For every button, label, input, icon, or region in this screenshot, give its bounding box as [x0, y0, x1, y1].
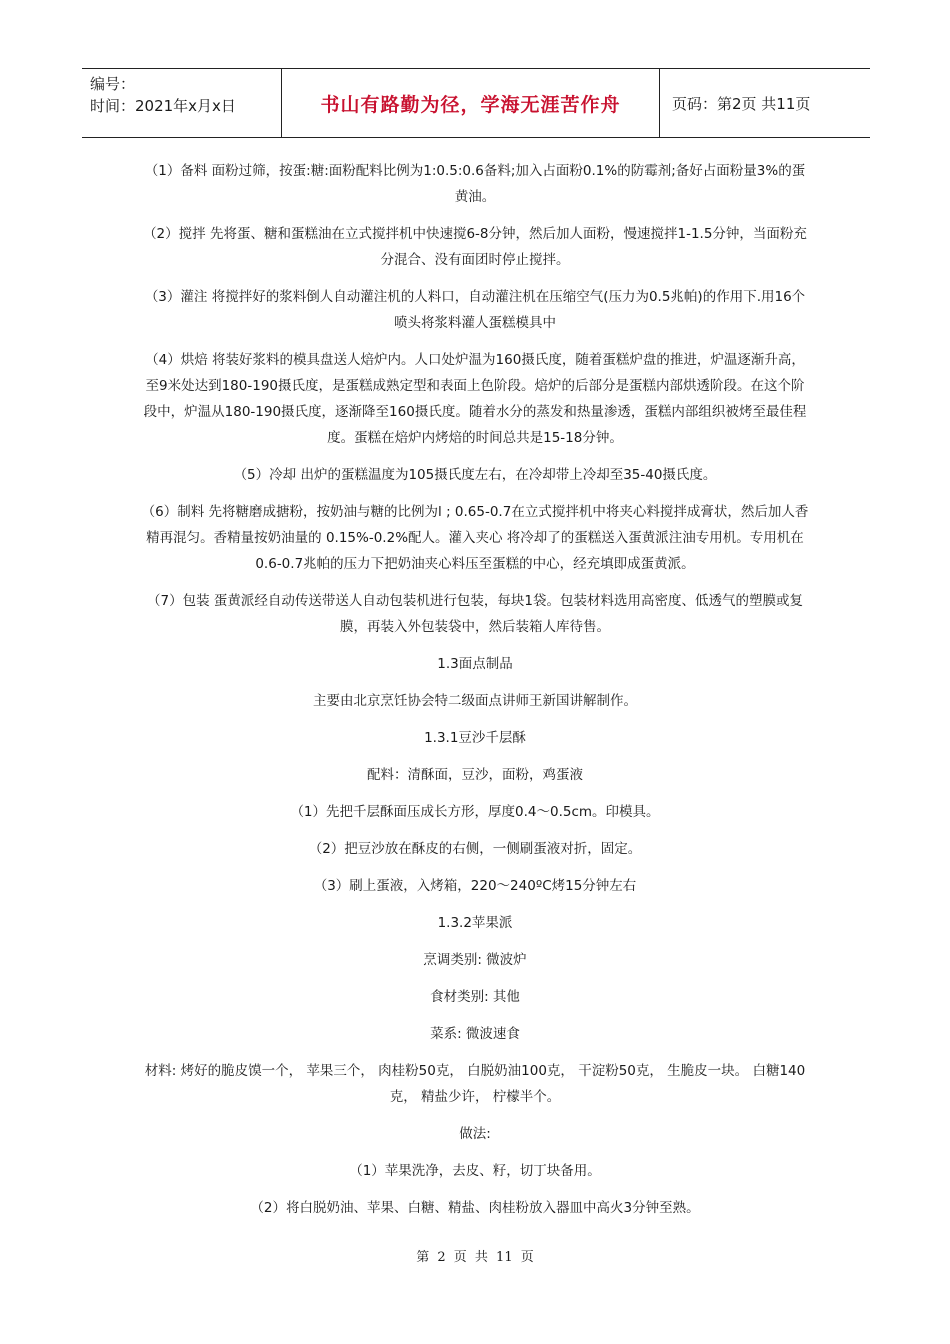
paragraph: （5）冷却 出炉的蛋糕温度为105摄氏度左右，在冷却带上冷却至35-40摄氏度。	[233, 467, 717, 483]
paragraph: （1）先把千层酥面压成长方形，厚度0.4～0.5cm。印模具。	[290, 804, 660, 820]
paragraph: （2）把豆沙放在酥皮的右侧，一侧刷蛋液对折，固定。	[308, 841, 642, 857]
header-page-label: 页码：第2页 共11页	[672, 94, 811, 113]
paragraph: （1）备料 面粉过筛，按蛋:糖:面粉配料比例为1:0.5:0.6备料;加入占面粉0.1%的防霉剂;备好占面粉量3%的蛋黄油。	[144, 163, 806, 205]
paragraph: 菜系: 微波速食	[430, 1026, 520, 1042]
paragraph: 做法:	[459, 1126, 491, 1142]
paragraph: （4）烘焙 将装好浆料的模具盘送人焙炉内。人口处炉温为160摄氏度，随着蛋糕炉盘的推进，炉温逐渐升高，至9米处达到180-190摄氏度，是蛋糕成熟定型和表面上色阶段。焙炉的后部分是蛋糕内部烘透阶段。在这个阶段中，炉温从180-190摄氏度，逐渐降至160摄氏度。随着水分的蒸发和热量渗透，蛋糕内部组织被烤至最佳程度。蛋糕在焙炉内烤焙的时间总共是15-18分钟。	[143, 352, 807, 446]
paragraph: （2）搅拌 先将蛋、糖和蛋糕油在立式搅拌机中快速搅6-8分钟，然后加人面粉，慢速搅拌1-1.5分钟，当面粉充分混合、没有面团时停止搅拌。	[143, 226, 807, 268]
subsection-heading: 1.3.2苹果派	[437, 915, 513, 931]
paragraph: （1）苹果洗净，去皮、籽，切丁块备用。	[349, 1163, 601, 1179]
header-meta-cell	[82, 69, 282, 137]
paragraph: 主要由北京烹饪协会特二级面点讲师王新国讲解制作。	[313, 693, 637, 709]
subsection-heading: 1.3.1豆沙千层酥	[424, 730, 526, 746]
document-header	[82, 68, 870, 138]
paragraph: 烹调类别: 微波炉	[423, 952, 527, 968]
paragraph: （7）包装 蛋黄派经自动传送带送人自动包装机进行包装，每块1袋。包装材料选用高密度、低透气的塑膜或复膜，再装入外包装袋中，然后装箱人库待售。	[147, 593, 803, 635]
number-label: 编号：	[90, 75, 136, 93]
paragraph: 配料：清酥面，豆沙，面粉，鸡蛋液	[367, 767, 583, 783]
page-footer: 第 2 页 共 11 页	[416, 1250, 534, 1265]
paragraph: （3）刷上蛋液，入烤箱，220～240ºC烤15分钟左右	[313, 878, 637, 894]
paragraph: （6）制料 先将糖磨成搪粉，按奶油与糖的比例为l ; 0.65-0.7在立式搅拌机中将夹心料搅拌成膏状，然后加人香精再混匀。香精量按奶油量的 0.15%-0.2%配人。灌入夹心 将冷却了的蛋糕送入蛋黄派注油专用机。专用机在0.6-0.7兆帕的压力下把奶油夹心料压至蛋糕的中心，经充填即成蛋黄派。	[141, 504, 809, 572]
document-body	[140, 158, 810, 1232]
paragraph: （2）将白脱奶油、苹果、白糖、精盐、肉桂粉放入器皿中高火3分钟至熟。	[250, 1200, 700, 1216]
paragraph: （3）灌注 将搅拌好的浆料倒人自动灌注机的人料口，自动灌注机在压缩空气(压力为0.5兆帕)的作用下.用16个喷头将浆料灌人蛋糕模具中	[144, 289, 806, 331]
paragraph: 食材类别: 其他	[430, 989, 520, 1005]
paragraph: 材料: 烤好的脆皮馍一个， 苹果三个， 肉桂粉50克， 白脱奶油100克， 干淀粉50克， 生脆皮一块。 白糖140克， 精盐少许， 柠檬半个。	[144, 1063, 806, 1105]
time-label: 时间：2021年x月x日	[90, 97, 236, 115]
header-motto: 书山有路勤为径，学海无涯苦作舟	[282, 69, 660, 137]
section-heading: 1.3面点制品	[437, 656, 513, 672]
